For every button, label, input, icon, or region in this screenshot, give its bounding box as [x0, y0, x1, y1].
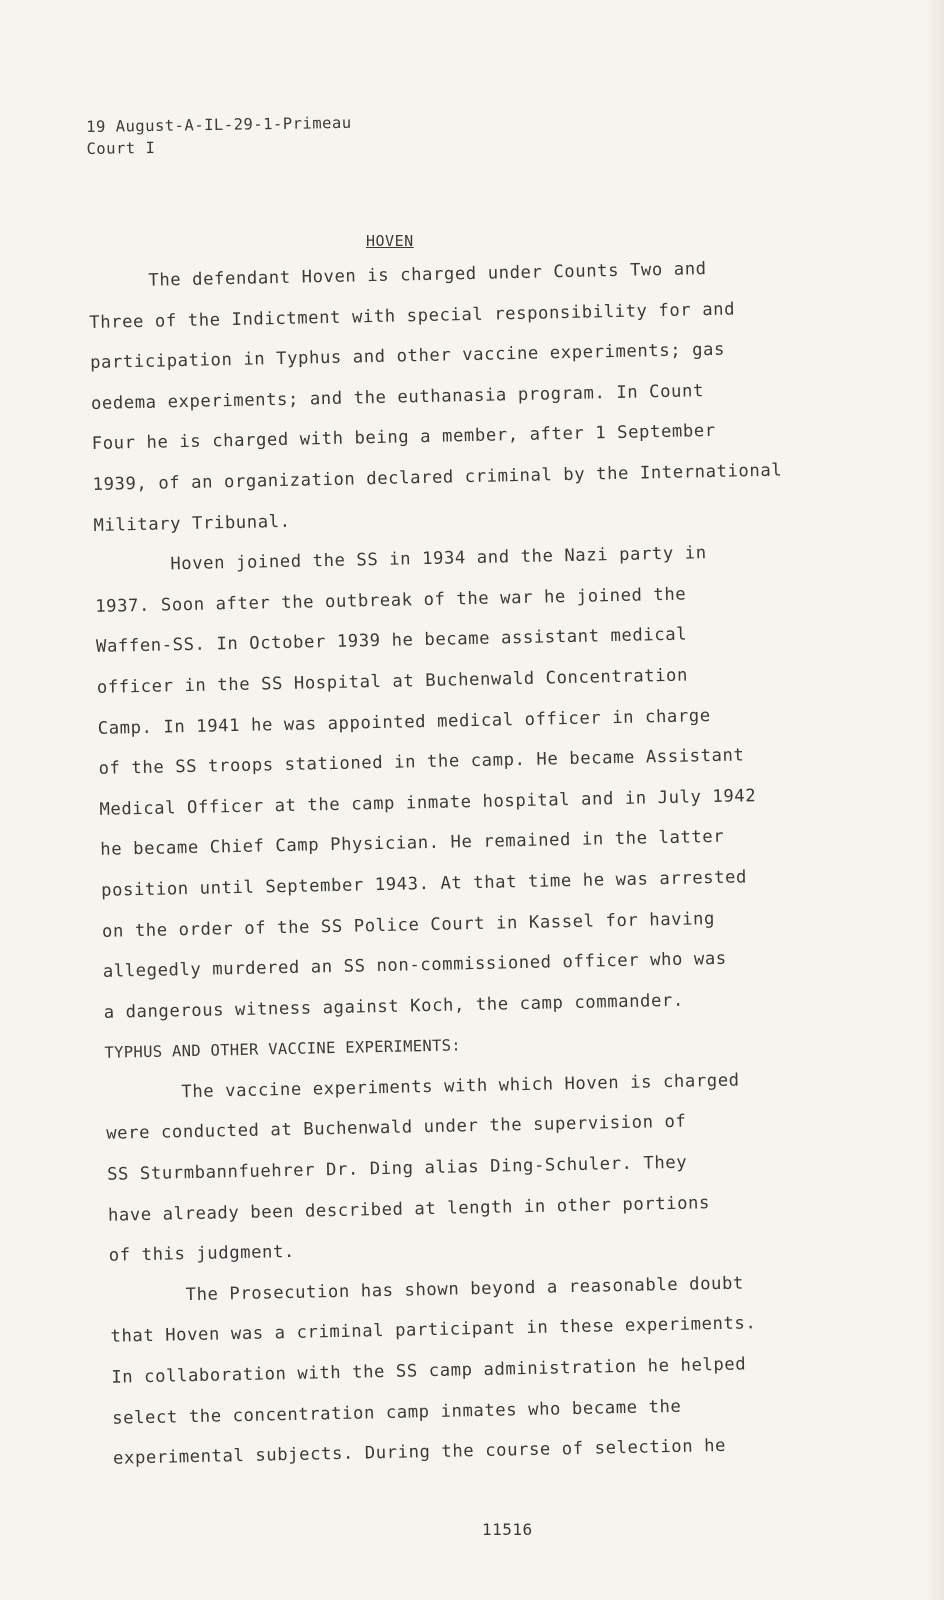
text-line: Military Tribunal.	[93, 511, 291, 536]
text-line: In collaboration with the SS camp administration he helped	[111, 1354, 747, 1388]
paragraph-career	[94, 530, 894, 1034]
text-line: have already been described at length in other portions	[107, 1192, 711, 1226]
text-line: on the order of the SS Police Court in Kassel for having	[101, 908, 716, 942]
document-header	[86, 112, 352, 160]
section-title: HOVEN	[366, 232, 414, 250]
text-line: The Prosecution has shown beyond a reasonable doubt	[185, 1273, 745, 1306]
text-line: Four he is charged with being a member, after 1 September	[91, 421, 716, 455]
text-line: Hoven joined the SS in 1934 and the Nazi party in	[170, 543, 707, 575]
text-line: The defendant Hoven is charged under Counts Two and	[148, 259, 707, 291]
text-line: Three of the Indictment with special responsibility for and	[89, 299, 736, 333]
text-line: position until September 1943. At that time he was arrested	[100, 867, 748, 901]
paragraph-charges	[88, 245, 884, 546]
text-line: he became Chief Camp Physician. He remained in the latter	[100, 827, 725, 861]
text-line: The vaccine experiments with which Hoven is charged	[181, 1070, 740, 1103]
paragraph-vaccine	[105, 1057, 899, 1276]
text-line: Medical Officer at the camp inmate hospital and in July 1942	[99, 785, 757, 820]
text-line: of this judgment.	[108, 1242, 296, 1267]
text-line: that Hoven was a criminal participant in these experiments.	[110, 1313, 757, 1348]
text-line: participation in Typhus and other vaccine experiments; gas	[89, 339, 726, 374]
text-line: of the SS troops stationed in the camp. He became Assistant	[98, 745, 745, 780]
header-session-line: 19 August-A-IL-29-1-Primeau	[86, 113, 352, 136]
header-court-line: Court I	[86, 138, 156, 158]
text-line: 1939, of an organization declared criminal by the International	[92, 460, 783, 495]
section-heading-typhus: TYPHUS AND OTHER VACCINE EXPERIMENTS:	[104, 1036, 462, 1063]
text-line: Camp. In 1941 he was appointed medical officer in charge	[97, 705, 711, 739]
text-line: 1937. Soon after the outbreak of the war he joined the	[95, 584, 687, 617]
text-line: were conducted at Buchenwald under the supervision of	[106, 1112, 687, 1145]
text-line: allegedly murdered an SS non-commissioned officer who was	[102, 948, 727, 982]
page-number: 11516	[482, 1520, 533, 1539]
text-line: Waffen-SS. In October 1939 he became assistant medical	[95, 624, 688, 658]
paragraph-prosecution	[109, 1260, 903, 1479]
text-line: SS Sturmbannfuehrer Dr. Ding alias Ding-Schuler. They	[106, 1152, 688, 1185]
text-line: select the concentration camp inmates who became the	[112, 1396, 682, 1429]
text-line: oedema experiments; and the euthanasia program. In Count	[90, 380, 705, 414]
document-body	[88, 245, 903, 1479]
text-line: a dangerous witness against Koch, the camp commander.	[103, 990, 685, 1023]
text-line: officer in the SS Hospital at Buchenwald Concentration	[96, 665, 689, 698]
text-line: experimental subjects. During the course of selection he	[112, 1436, 727, 1469]
